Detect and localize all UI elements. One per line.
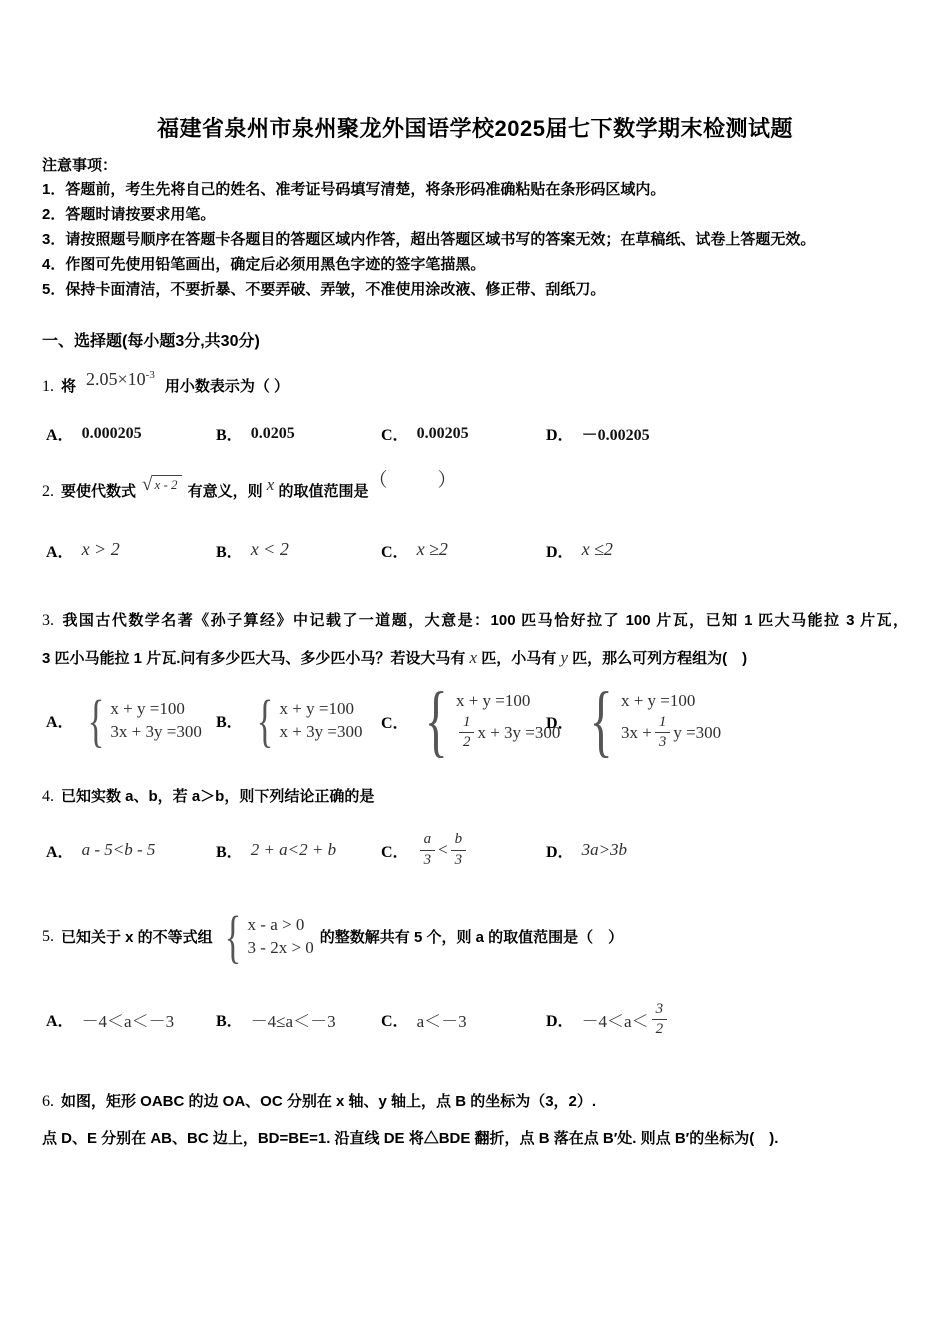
question-6-line2 <box>42 1120 908 1157</box>
q1-option-d <box>546 422 650 445</box>
q4-option-a <box>46 839 216 862</box>
variable-y: y <box>560 648 568 667</box>
relation-sign: < <box>438 840 448 859</box>
system-brace: { <box>424 677 448 765</box>
q4-option-b <box>216 839 381 862</box>
question-4-text: 已知实数 a、b，若 a＞b，则下列结论正确的是 <box>61 788 375 805</box>
fraction-numerator: 1 <box>459 714 475 733</box>
radicand: x - 2 <box>152 475 181 493</box>
notice-item-5: 5．保持卡面清洁，不要折暴、不要弄破、弄皱，不准使用涂改液、修正带、刮纸刀。 <box>42 281 606 298</box>
question-5-post-text: 的整数解共有 5 个，则 a 的取值范围是（ ） <box>319 929 624 947</box>
fraction-numerator: b <box>451 831 467 850</box>
q3-option-a-equations <box>110 699 201 742</box>
fraction-denominator: 3 <box>423 851 432 868</box>
question-4-options <box>46 822 908 878</box>
equation-2 <box>621 714 721 752</box>
q3-option-a-system <box>82 688 202 754</box>
coefficient: 2.05×10 <box>86 369 146 389</box>
q2-option-c-value: x ≥2 <box>416 538 448 559</box>
notice-item-1: 1．答题前，考生先将自己的姓名、准考证号码填写清楚，将条形码准确粘贴在条形码区域内。 <box>42 181 666 198</box>
q3-option-c <box>381 677 561 765</box>
notice-heading: 注意事项： <box>42 157 118 174</box>
question-2 <box>42 470 908 502</box>
q3-option-d-system <box>582 677 722 765</box>
question-6-number: 6. <box>42 1093 54 1111</box>
q1-option-a-value: 0.000205 <box>81 424 142 442</box>
fraction-numerator: a <box>420 831 436 850</box>
question-3-line2-post: 匹，那么可列方程组为( ) <box>572 650 748 667</box>
q1-option-c-value: 0.00205 <box>416 424 469 442</box>
question-1 <box>42 369 908 396</box>
q5-option-d-label: D． <box>546 1012 574 1030</box>
q4-option-d <box>546 839 627 862</box>
question-3-line1-text: 我国古代数学名著《孙子算经》中记载了一道题，大意是：100 匹马恰好拉了 100 片瓦，已知 1 匹大马能拉 3 片瓦， <box>61 612 908 629</box>
notice-item-4: 4．作图可先使用铅笔画出，确定后必须用黑色字迹的签字笔描黑。 <box>42 256 486 273</box>
equation-2-pre: 3x + <box>620 722 652 742</box>
q2-option-c-label: C． <box>381 543 409 561</box>
system-brace: { <box>256 688 273 754</box>
equation-2: x + 3y =300 <box>279 722 363 742</box>
inequality-1: x - a > 0 <box>247 915 305 935</box>
question-2-post-text: 的取值范围是 <box>278 483 369 500</box>
q2-option-d-value: x ≤2 <box>581 538 613 559</box>
equation-2: 3x + 3y =300 <box>110 722 202 742</box>
q5-option-d-pre: －4＜a＜ <box>581 1011 649 1031</box>
q3-option-d-label: D． <box>546 714 574 732</box>
q3-option-b-equations <box>280 699 363 742</box>
q2-option-a-value: x > 2 <box>81 538 120 559</box>
fraction-one-third <box>655 714 671 752</box>
question-5 <box>42 904 908 969</box>
q2-option-a <box>46 539 216 562</box>
question-4-number: 4. <box>42 788 54 805</box>
q5-option-c <box>381 1007 546 1032</box>
q3-option-c-label: C． <box>381 714 409 732</box>
q3-option-c-equations <box>456 691 560 752</box>
q4-option-d-label: D． <box>546 843 574 861</box>
fraction-denominator: 3 <box>454 851 463 868</box>
q5-option-b-label: B． <box>216 1012 243 1030</box>
fraction-numerator: 1 <box>655 714 671 733</box>
notice-section <box>42 155 908 302</box>
square-root-expression <box>142 475 182 494</box>
question-5-options <box>46 991 908 1047</box>
q5-inequalities <box>248 915 314 958</box>
q1-option-c-label: C． <box>381 427 409 444</box>
section-heading-choice: 一、选择题(每小题3分,共30分) <box>42 333 260 350</box>
fraction-one-half <box>459 714 475 752</box>
q2-option-d <box>546 539 613 562</box>
q5-option-d <box>546 1001 670 1039</box>
question-2-mid-text: 有意义，则 <box>187 483 263 500</box>
q5-option-b-value: －4≤a＜－3 <box>250 1011 336 1031</box>
q5-option-b <box>216 1007 381 1032</box>
page-title: 福建省泉州市泉州聚龙外国语学校2025届七下数学期末检测试题 <box>157 116 793 141</box>
variable-x: x <box>266 475 275 494</box>
system-brace: { <box>87 688 104 754</box>
inequality-2: 3 - 2x > 0 <box>247 938 314 958</box>
question-3-line2-mid: 匹，小马有 <box>481 650 557 667</box>
q5-inequality-system <box>219 904 314 969</box>
q5-option-c-label: C． <box>381 1012 409 1030</box>
q5-option-a <box>46 1007 216 1032</box>
question-1-options <box>46 422 908 445</box>
q1-option-b-value: 0.0205 <box>250 424 295 442</box>
question-1-pre-text: 将 <box>61 378 77 395</box>
system-brace: { <box>589 677 613 765</box>
system-brace: { <box>224 904 241 969</box>
variable-x: x <box>469 648 478 667</box>
q2-option-d-label: D． <box>546 543 574 561</box>
question-3-line1 <box>42 602 908 639</box>
fraction-denominator: 2 <box>655 1020 664 1037</box>
notice-item-2: 2．答题时请按要求用笔。 <box>42 206 216 223</box>
question-2-options <box>46 530 908 570</box>
q4-option-a-value: a - 5<b - 5 <box>81 840 156 859</box>
equation-1: x + y =100 <box>279 699 354 719</box>
q1-option-a-label: A． <box>46 427 74 444</box>
answer-parentheses: （ ） <box>368 470 461 491</box>
fraction-denominator: 3 <box>658 734 667 750</box>
q1-option-b <box>216 422 381 445</box>
q3-option-b-system <box>251 688 363 754</box>
question-3-line2-pre: 3 匹小马能拉 1 片瓦.问有多少匹大马、多少匹小马？若设大马有 <box>42 650 466 667</box>
q4-option-a-label: A． <box>46 843 74 861</box>
question-2-number: 2. <box>42 483 54 500</box>
fraction-numerator: 3 <box>652 1001 668 1020</box>
q1-option-a <box>46 422 216 445</box>
q4-option-c-label: C． <box>381 843 409 861</box>
question-3-line2 <box>42 639 908 677</box>
q1-option-b-label: B． <box>216 427 243 444</box>
fraction-denominator: 2 <box>462 734 471 750</box>
question-3 <box>42 602 908 677</box>
q4-option-c <box>381 831 546 869</box>
q4-option-b-value: 2 + a<2 + b <box>250 840 337 859</box>
q5-option-a-label: A． <box>46 1012 74 1030</box>
q2-option-c <box>381 539 546 562</box>
q4-option-d-value: 3a>3b <box>581 840 628 859</box>
question-5-pre-text: 已知关于 x 的不等式组 <box>61 929 213 947</box>
equation-1: x + y =100 <box>455 690 531 710</box>
q5-option-c-value: a＜－3 <box>416 1011 467 1031</box>
fraction-a-thirds <box>420 831 436 869</box>
q2-option-a-label: A． <box>46 543 74 561</box>
q5-option-a-value: －4＜a＜－3 <box>81 1011 175 1031</box>
q1-option-d-label: D． <box>546 427 574 444</box>
q3-option-a-label: A． <box>46 714 74 732</box>
question-6-line1-text: 如图，矩形 OABC 的边 OA、OC 分别在 x 轴、y 轴上，点 B 的坐标为（3，2）. <box>61 1093 597 1111</box>
q3-option-b <box>216 688 381 754</box>
fraction-b-thirds <box>451 831 467 869</box>
q2-option-b <box>216 539 381 562</box>
q1-option-c <box>381 422 546 445</box>
notice-item-3: 3．请按照题号顺序在答题卡各题目的答题区域内作答，超出答题区域书写的答案无效；在草稿纸、试卷上答题无效。 <box>42 231 816 248</box>
scientific-notation-expression <box>86 369 155 390</box>
q4-option-b-label: B． <box>216 843 243 861</box>
question-4 <box>42 785 908 806</box>
radical-sign: √ <box>142 474 153 495</box>
question-1-post-text: 用小数表示为（ ） <box>164 378 290 395</box>
question-6-line2-text: 点 D、E 分别在 AB、BC 边上，BD=BE=1. 沿直线 DE 将△BDE 翻折，点 B 落在点 B′处. 则点 B′的坐标为( ). <box>42 1130 779 1148</box>
question-6-line1 <box>42 1083 908 1120</box>
question-3-options <box>46 677 908 765</box>
equation-1: x + y =100 <box>620 690 696 710</box>
question-2-pre-text: 要使代数式 <box>61 483 137 500</box>
q2-option-b-value: x < 2 <box>250 538 289 559</box>
q3-option-c-system <box>417 677 561 765</box>
q1-option-d-value: －0.00205 <box>581 427 650 444</box>
q3-option-b-label: B． <box>216 714 243 732</box>
fraction-three-halves <box>652 1001 668 1039</box>
q3-option-a <box>46 688 216 754</box>
q3-option-d <box>546 677 722 765</box>
question-5-number: 5. <box>42 927 54 945</box>
q3-option-d-equations <box>621 691 721 752</box>
equation-2 <box>456 714 560 752</box>
equation-1: x + y =100 <box>110 699 185 719</box>
equation-2-rest: y =300 <box>673 722 722 742</box>
question-1-number: 1. <box>42 378 54 395</box>
question-6 <box>42 1083 908 1157</box>
exponent: -3 <box>145 369 155 381</box>
q2-option-b-label: B． <box>216 543 243 561</box>
equation-2-rest: x + 3y =300 <box>477 722 561 742</box>
question-3-number: 3. <box>42 612 54 629</box>
